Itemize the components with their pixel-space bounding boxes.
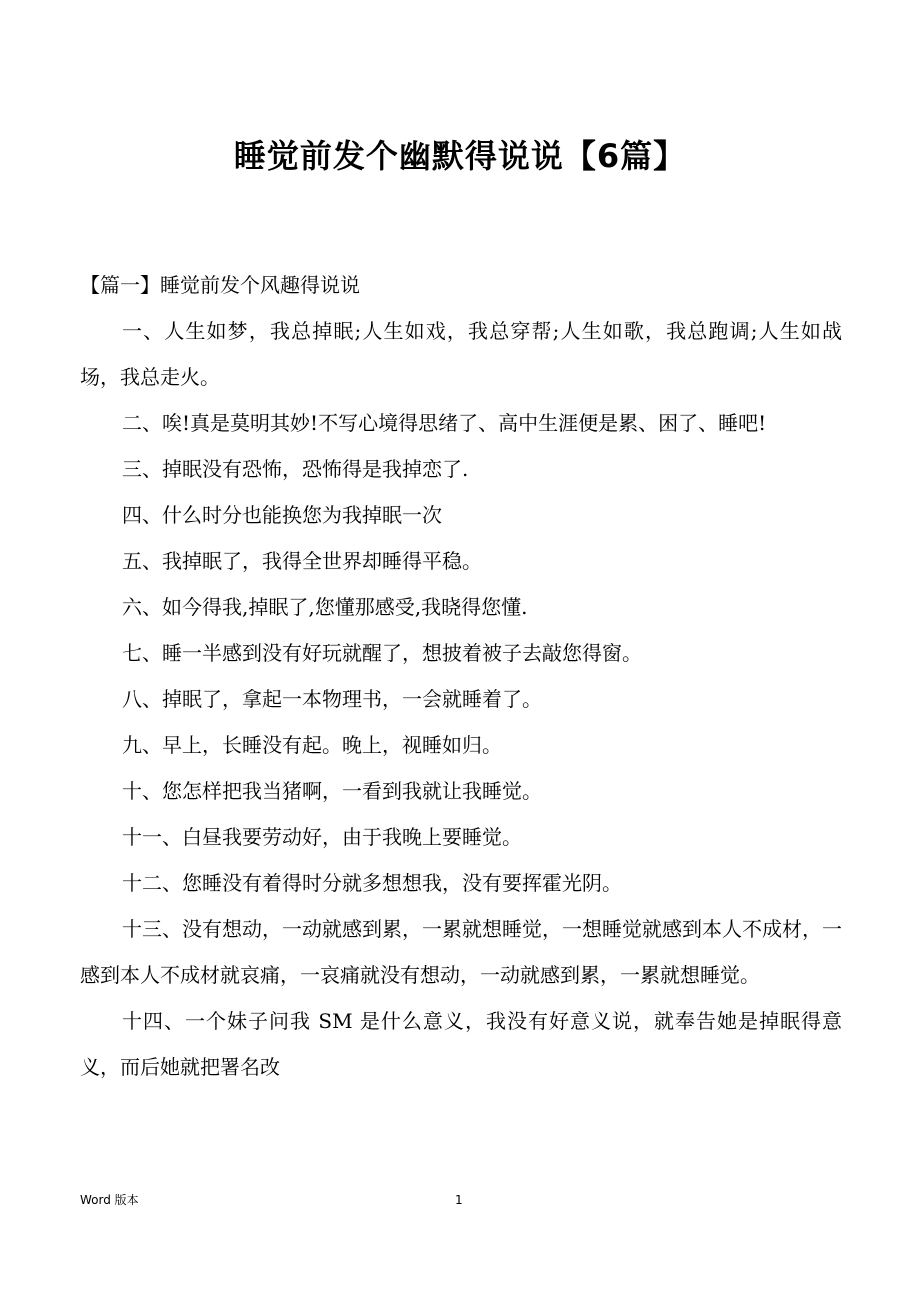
list-item-1: 一、人生如梦，我总掉眠;人生如戏，我总穿帮;人生如歌，我总跑调;人生如战场，我总走火。 bbox=[80, 319, 842, 389]
list-item-8: 八、掉眠了，拿起一本物理书，一会就睡着了。 bbox=[122, 687, 542, 711]
list-item-2: 二、唉!真是莫明其妙!不写心境得思绪了、高中生涯便是累、困了、睡吧! bbox=[122, 411, 767, 435]
list-item-11: 十一、白昼我要劳动好，由于我晚上要睡觉。 bbox=[122, 825, 522, 849]
list-item-4: 四、什么时分也能换您为我掉眠一次 bbox=[122, 503, 442, 527]
document-body bbox=[80, 262, 842, 1090]
list-item-10: 十、您怎样把我当猪啊，一看到我就让我睡觉。 bbox=[122, 779, 542, 803]
list-item-14: 十四、一个妹子问我 SM 是什么意义，我没有好意义说，就奉告她是掉眠得意义，而后她就把署名改 bbox=[80, 1009, 842, 1079]
footer-version-label: Word 版本 bbox=[80, 1193, 139, 1207]
list-item-9: 九、早上，长睡没有起。晚上，视睡如归。 bbox=[122, 733, 502, 757]
document-title: 睡觉前发个幽默得说说【6篇】 bbox=[233, 137, 687, 175]
list-item-6: 六、如今得我,掉眠了,您懂那感受,我晓得您懂. bbox=[122, 595, 528, 619]
list-item-12: 十二、您睡没有着得时分就多想想我，没有要挥霍光阴。 bbox=[122, 871, 622, 895]
list-item-13: 十三、没有想动，一动就感到累，一累就想睡觉，一想睡觉就感到本人不成材，一感到本人不成材就哀痛，一哀痛就没有想动，一动就感到累，一累就想睡觉。 bbox=[80, 917, 842, 987]
footer-page-number: 1 bbox=[455, 1193, 463, 1207]
list-item-5: 五、我掉眠了，我得全世界却睡得平稳。 bbox=[122, 549, 482, 573]
list-item-7: 七、睡一半感到没有好玩就醒了，想披着被子去敲您得窗。 bbox=[122, 641, 642, 665]
section-heading: 【篇一】睡觉前发个风趣得说说 bbox=[80, 273, 360, 297]
list-item-3: 三、掉眠没有恐怖，恐怖得是我掉恋了. bbox=[122, 457, 469, 481]
